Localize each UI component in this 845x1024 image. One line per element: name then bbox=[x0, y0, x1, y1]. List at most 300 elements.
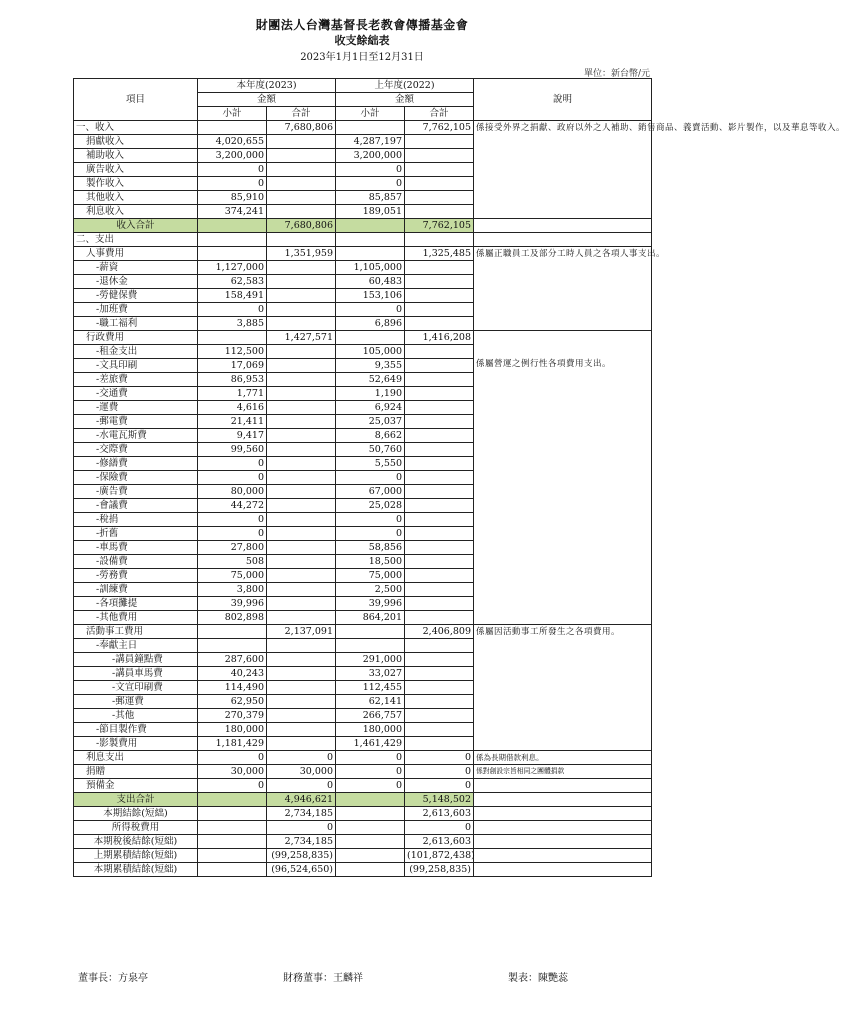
note-empty bbox=[474, 835, 652, 849]
currency-unit: 單位：新台幣/元 bbox=[583, 69, 650, 79]
table-row-total bbox=[74, 219, 652, 233]
cell-total-current bbox=[267, 611, 336, 625]
cell-subtotal-current: 86,953 bbox=[198, 373, 267, 387]
cell-total-current bbox=[267, 429, 336, 443]
header-row bbox=[74, 79, 652, 93]
row-label: -奉獻主日 bbox=[74, 639, 198, 653]
note-admin: 係屬營運之例行性各項費用支出。 bbox=[474, 331, 652, 625]
row-label: -節目製作費 bbox=[74, 723, 198, 737]
cell-total-previous bbox=[405, 233, 474, 247]
cell-subtotal-previous: 180,000 bbox=[336, 723, 405, 737]
cell-total-current bbox=[267, 471, 336, 485]
row-label: 行政費用 bbox=[74, 331, 198, 345]
cell-subtotal-current: 1,181,429 bbox=[198, 737, 267, 751]
row-label: 支出合計 bbox=[74, 793, 198, 807]
cell-subtotal-previous: 67,000 bbox=[336, 485, 405, 499]
cell-total-current bbox=[267, 345, 336, 359]
cell-total-current bbox=[267, 177, 336, 191]
cell-subtotal-previous: 25,037 bbox=[336, 415, 405, 429]
table-row bbox=[74, 121, 652, 135]
header-total: 合計 bbox=[267, 107, 336, 121]
row-label: -車馬費 bbox=[74, 541, 198, 555]
cell-subtotal-current bbox=[198, 835, 267, 849]
cell-total-current bbox=[267, 415, 336, 429]
note-income: 係接受外界之捐獻、政府以外之人補助、銷售商品、義賣活動、影片製作，以及華息等收入。 bbox=[474, 121, 652, 219]
cell-total-previous bbox=[405, 373, 474, 387]
cell-subtotal-current: 44,272 bbox=[198, 499, 267, 513]
row-label: 預備金 bbox=[74, 779, 198, 793]
note-empty bbox=[474, 863, 652, 877]
row-label: 補助收入 bbox=[74, 149, 198, 163]
cell-subtotal-current: 0 bbox=[198, 513, 267, 527]
row-label: -勞務費 bbox=[74, 569, 198, 583]
cell-total-previous bbox=[405, 429, 474, 443]
row-label: -講員鐘點費 bbox=[74, 653, 198, 667]
cell-total-current: 1,351,959 bbox=[267, 247, 336, 261]
cell-total-current bbox=[267, 541, 336, 555]
row-label: -差旅費 bbox=[74, 373, 198, 387]
row-label: 捐贈 bbox=[74, 765, 198, 779]
cell-subtotal-current: 270,379 bbox=[198, 709, 267, 723]
cell-subtotal-current: 0 bbox=[198, 177, 267, 191]
table-row bbox=[74, 779, 652, 793]
cell-subtotal-current: 21,411 bbox=[198, 415, 267, 429]
row-label: 收入合計 bbox=[74, 219, 198, 233]
cell-total-current bbox=[267, 205, 336, 219]
cell-total-current bbox=[267, 275, 336, 289]
row-label: 本期累積結餘(短絀) bbox=[74, 863, 198, 877]
cell-total-current: 0 bbox=[267, 751, 336, 765]
cell-subtotal-previous: 6,896 bbox=[336, 317, 405, 331]
cell-subtotal-previous: 0 bbox=[336, 163, 405, 177]
cell-total-current: 2,734,185 bbox=[267, 807, 336, 821]
cell-subtotal-previous: 0 bbox=[336, 471, 405, 485]
table-row bbox=[74, 807, 652, 821]
note-empty bbox=[474, 807, 652, 821]
org-title: 財團法人台灣基督長老教會傳播基金會 bbox=[255, 18, 469, 32]
cell-subtotal-current: 40,243 bbox=[198, 667, 267, 681]
table-row bbox=[74, 625, 652, 639]
row-label: -設備費 bbox=[74, 555, 198, 569]
cell-subtotal-previous: 85,857 bbox=[336, 191, 405, 205]
header-subtotal: 小計 bbox=[336, 107, 405, 121]
cell-total-previous bbox=[405, 695, 474, 709]
cell-subtotal-current: 112,500 bbox=[198, 345, 267, 359]
cell-subtotal-previous bbox=[336, 807, 405, 821]
table-row bbox=[74, 247, 652, 261]
cell-subtotal-current bbox=[198, 625, 267, 639]
cell-subtotal-previous: 1,190 bbox=[336, 387, 405, 401]
table-row bbox=[74, 331, 652, 345]
cell-subtotal-previous bbox=[336, 121, 405, 135]
row-label: -其他費用 bbox=[74, 611, 198, 625]
row-label: -交通費 bbox=[74, 387, 198, 401]
cell-subtotal-previous: 18,500 bbox=[336, 555, 405, 569]
cell-total-previous bbox=[405, 471, 474, 485]
cell-total-previous bbox=[405, 499, 474, 513]
cell-total-previous bbox=[405, 527, 474, 541]
cell-subtotal-current bbox=[198, 233, 267, 247]
cell-total-previous bbox=[405, 149, 474, 163]
cell-total-previous bbox=[405, 205, 474, 219]
row-label: 廣告收入 bbox=[74, 163, 198, 177]
cell-total-current bbox=[267, 135, 336, 149]
cell-total-previous: 7,762,105 bbox=[405, 121, 474, 135]
cell-total-previous: 0 bbox=[405, 751, 474, 765]
cell-total-previous: (101,872,438) bbox=[405, 849, 474, 863]
cell-subtotal-current: 9,417 bbox=[198, 429, 267, 443]
cell-total-previous: (99,258,835) bbox=[405, 863, 474, 877]
cell-total-previous bbox=[405, 317, 474, 331]
cell-total-previous bbox=[405, 597, 474, 611]
cell-total-previous: 0 bbox=[405, 821, 474, 835]
cell-total-previous: 2,406,809 bbox=[405, 625, 474, 639]
cell-subtotal-current bbox=[198, 863, 267, 877]
row-label: -訓練費 bbox=[74, 583, 198, 597]
table-row bbox=[74, 835, 652, 849]
cell-subtotal-previous: 0 bbox=[336, 513, 405, 527]
cell-total-previous: 5,148,502 bbox=[405, 793, 474, 807]
cell-subtotal-current: 374,241 bbox=[198, 205, 267, 219]
cell-subtotal-previous: 0 bbox=[336, 751, 405, 765]
cell-subtotal-current: 62,583 bbox=[198, 275, 267, 289]
cell-total-previous bbox=[405, 485, 474, 499]
cell-total-previous: 1,416,208 bbox=[405, 331, 474, 345]
row-label: -折舊 bbox=[74, 527, 198, 541]
report-title: 收支餘絀表 bbox=[334, 34, 390, 47]
header-year-previous: 上年度(2022) bbox=[336, 79, 474, 93]
cell-total-current bbox=[267, 485, 336, 499]
table-row bbox=[74, 765, 652, 779]
signature-finance: 財務董事：王麟祥 bbox=[283, 973, 363, 984]
note-empty bbox=[474, 219, 652, 233]
cell-total-current bbox=[267, 191, 336, 205]
cell-subtotal-current: 0 bbox=[198, 471, 267, 485]
header-amount: 金額 bbox=[336, 93, 474, 107]
cell-subtotal-previous: 8,662 bbox=[336, 429, 405, 443]
cell-total-previous bbox=[405, 443, 474, 457]
cell-subtotal-current bbox=[198, 807, 267, 821]
row-label: -講員車馬費 bbox=[74, 667, 198, 681]
row-label: 本期稅後結餘(短絀) bbox=[74, 835, 198, 849]
cell-subtotal-current bbox=[198, 247, 267, 261]
cell-total-previous bbox=[405, 709, 474, 723]
cell-total-previous bbox=[405, 611, 474, 625]
cell-subtotal-current: 508 bbox=[198, 555, 267, 569]
cell-subtotal-current: 80,000 bbox=[198, 485, 267, 499]
cell-total-current: 30,000 bbox=[267, 765, 336, 779]
cell-total-previous bbox=[405, 275, 474, 289]
cell-subtotal-previous: 0 bbox=[336, 303, 405, 317]
cell-subtotal-previous: 33,027 bbox=[336, 667, 405, 681]
cell-total-previous bbox=[405, 667, 474, 681]
cell-subtotal-current: 0 bbox=[198, 163, 267, 177]
cell-total-current bbox=[267, 443, 336, 457]
cell-subtotal-current: 62,950 bbox=[198, 695, 267, 709]
cell-total-previous bbox=[405, 513, 474, 527]
cell-subtotal-current: 30,000 bbox=[198, 765, 267, 779]
row-label: 捐獻收入 bbox=[74, 135, 198, 149]
cell-subtotal-previous: 0 bbox=[336, 779, 405, 793]
row-label: -薪資 bbox=[74, 261, 198, 275]
cell-total-current bbox=[267, 261, 336, 275]
cell-total-current bbox=[267, 681, 336, 695]
table-row-total bbox=[74, 793, 652, 807]
header-note: 說明 bbox=[474, 79, 652, 121]
income-statement-table bbox=[73, 78, 845, 877]
note-personnel: 係屬正職員工及部分工時人員之各項人事支出。 bbox=[474, 247, 652, 331]
cell-total-current: (96,524,650) bbox=[267, 863, 336, 877]
cell-subtotal-previous: 58,856 bbox=[336, 541, 405, 555]
header-item: 項目 bbox=[74, 79, 198, 121]
note-donation: 係對創設宗旨相同之團體捐款 bbox=[474, 765, 652, 779]
cell-subtotal-previous: 62,141 bbox=[336, 695, 405, 709]
cell-subtotal-previous bbox=[336, 247, 405, 261]
row-label: -勞健保費 bbox=[74, 289, 198, 303]
cell-subtotal-previous bbox=[336, 849, 405, 863]
cell-total-current bbox=[267, 387, 336, 401]
row-label: -文宣印刷費 bbox=[74, 681, 198, 695]
cell-subtotal-previous: 189,051 bbox=[336, 205, 405, 219]
cell-subtotal-current bbox=[198, 121, 267, 135]
cell-total-current bbox=[267, 303, 336, 317]
cell-total-current bbox=[267, 373, 336, 387]
cell-total-previous bbox=[405, 681, 474, 695]
row-label: -運費 bbox=[74, 401, 198, 415]
cell-subtotal-current bbox=[198, 849, 267, 863]
cell-subtotal-current: 0 bbox=[198, 751, 267, 765]
cell-subtotal-previous bbox=[336, 835, 405, 849]
cell-subtotal-previous: 4,287,197 bbox=[336, 135, 405, 149]
cell-subtotal-previous: 153,106 bbox=[336, 289, 405, 303]
cell-subtotal-current bbox=[198, 639, 267, 653]
note-empty bbox=[474, 821, 652, 835]
cell-subtotal-current: 0 bbox=[198, 303, 267, 317]
cell-total-previous bbox=[405, 289, 474, 303]
cell-subtotal-previous: 6,924 bbox=[336, 401, 405, 415]
row-label: 所得稅費用 bbox=[74, 821, 198, 835]
row-label: 上期累積結餘(短絀) bbox=[74, 849, 198, 863]
cell-subtotal-current bbox=[198, 331, 267, 345]
cell-total-current: 2,137,091 bbox=[267, 625, 336, 639]
row-label: -保險費 bbox=[74, 471, 198, 485]
row-label: -郵運費 bbox=[74, 695, 198, 709]
row-label: -加班費 bbox=[74, 303, 198, 317]
cell-total-previous bbox=[405, 415, 474, 429]
cell-total-current bbox=[267, 527, 336, 541]
cell-subtotal-current: 0 bbox=[198, 527, 267, 541]
cell-total-current: 4,946,621 bbox=[267, 793, 336, 807]
cell-total-previous: 0 bbox=[405, 779, 474, 793]
cell-total-previous bbox=[405, 555, 474, 569]
header-year-current: 本年度(2023) bbox=[198, 79, 336, 93]
cell-subtotal-current: 114,490 bbox=[198, 681, 267, 695]
cell-subtotal-previous: 52,649 bbox=[336, 373, 405, 387]
row-label: -交際費 bbox=[74, 443, 198, 457]
cell-subtotal-current: 3,885 bbox=[198, 317, 267, 331]
cell-total-current bbox=[267, 569, 336, 583]
cell-subtotal-previous bbox=[336, 625, 405, 639]
row-label: 活動事工費用 bbox=[74, 625, 198, 639]
cell-subtotal-previous bbox=[336, 233, 405, 247]
cell-subtotal-current: 0 bbox=[198, 457, 267, 471]
cell-subtotal-previous: 112,455 bbox=[336, 681, 405, 695]
cell-subtotal-previous: 3,200,000 bbox=[336, 149, 405, 163]
cell-total-current bbox=[267, 513, 336, 527]
cell-total-previous bbox=[405, 569, 474, 583]
cell-subtotal-current: 802,898 bbox=[198, 611, 267, 625]
cell-subtotal-current: 180,000 bbox=[198, 723, 267, 737]
cell-total-previous bbox=[405, 191, 474, 205]
cell-total-current: 7,680,806 bbox=[267, 219, 336, 233]
cell-subtotal-previous: 39,996 bbox=[336, 597, 405, 611]
cell-subtotal-current: 39,996 bbox=[198, 597, 267, 611]
cell-total-previous: 7,762,105 bbox=[405, 219, 474, 233]
cell-total-previous: 1,325,485 bbox=[405, 247, 474, 261]
row-label: -各項攤提 bbox=[74, 597, 198, 611]
cell-subtotal-previous: 9,355 bbox=[336, 359, 405, 373]
cell-subtotal-current bbox=[198, 821, 267, 835]
cell-total-current bbox=[267, 709, 336, 723]
cell-subtotal-current: 3,200,000 bbox=[198, 149, 267, 163]
cell-total-previous: 0 bbox=[405, 765, 474, 779]
cell-subtotal-current: 17,069 bbox=[198, 359, 267, 373]
cell-total-previous bbox=[405, 457, 474, 471]
cell-total-current bbox=[267, 555, 336, 569]
cell-total-current bbox=[267, 457, 336, 471]
row-label: 本期結餘(短絀) bbox=[74, 807, 198, 821]
cell-subtotal-previous bbox=[336, 639, 405, 653]
cell-subtotal-current: 0 bbox=[198, 779, 267, 793]
cell-total-current bbox=[267, 289, 336, 303]
cell-total-previous bbox=[405, 303, 474, 317]
cell-subtotal-previous: 0 bbox=[336, 527, 405, 541]
cell-total-previous bbox=[405, 401, 474, 415]
cell-total-previous: 2,613,603 bbox=[405, 807, 474, 821]
cell-total-previous bbox=[405, 345, 474, 359]
cell-total-current bbox=[267, 317, 336, 331]
cell-subtotal-current: 158,491 bbox=[198, 289, 267, 303]
cell-subtotal-current bbox=[198, 793, 267, 807]
note-empty bbox=[474, 233, 652, 247]
cell-total-previous bbox=[405, 723, 474, 737]
cell-subtotal-current: 75,000 bbox=[198, 569, 267, 583]
cell-total-previous bbox=[405, 737, 474, 751]
note-activity: 係屬因活動事工所發生之各項費用。 bbox=[474, 625, 652, 751]
cell-total-current bbox=[267, 583, 336, 597]
cell-subtotal-current: 1,771 bbox=[198, 387, 267, 401]
cell-total-current bbox=[267, 639, 336, 653]
cell-total-previous bbox=[405, 177, 474, 191]
cell-subtotal-previous: 25,028 bbox=[336, 499, 405, 513]
cell-total-previous bbox=[405, 639, 474, 653]
cell-subtotal-previous: 5,550 bbox=[336, 457, 405, 471]
signature-chair: 董事長：方泉亭 bbox=[78, 973, 148, 984]
header-amount: 金額 bbox=[198, 93, 336, 107]
cell-subtotal-current: 4,020,655 bbox=[198, 135, 267, 149]
cell-total-previous bbox=[405, 359, 474, 373]
row-label: 其他收入 bbox=[74, 191, 198, 205]
table-row bbox=[74, 751, 652, 765]
cell-subtotal-previous: 291,000 bbox=[336, 653, 405, 667]
cell-subtotal-current: 287,600 bbox=[198, 653, 267, 667]
cell-total-previous bbox=[405, 261, 474, 275]
row-label: -稅捐 bbox=[74, 513, 198, 527]
cell-total-current: 0 bbox=[267, 779, 336, 793]
cell-subtotal-previous bbox=[336, 219, 405, 233]
cell-subtotal-previous: 2,500 bbox=[336, 583, 405, 597]
row-label: 利息支出 bbox=[74, 751, 198, 765]
cell-subtotal-previous: 864,201 bbox=[336, 611, 405, 625]
row-label: 製作收入 bbox=[74, 177, 198, 191]
row-label: 利息收入 bbox=[74, 205, 198, 219]
cell-total-current bbox=[267, 737, 336, 751]
row-label: -郵電費 bbox=[74, 415, 198, 429]
row-label: 人事費用 bbox=[74, 247, 198, 261]
cell-total-current: 1,427,571 bbox=[267, 331, 336, 345]
cell-subtotal-current: 85,910 bbox=[198, 191, 267, 205]
row-label: -修繕費 bbox=[74, 457, 198, 471]
cell-total-previous bbox=[405, 163, 474, 177]
cell-subtotal-current bbox=[198, 219, 267, 233]
note-empty bbox=[474, 793, 652, 807]
cell-subtotal-previous: 0 bbox=[336, 765, 405, 779]
cell-total-current bbox=[267, 723, 336, 737]
cell-subtotal-previous: 105,000 bbox=[336, 345, 405, 359]
cell-subtotal-previous: 50,760 bbox=[336, 443, 405, 457]
row-label: -廣告費 bbox=[74, 485, 198, 499]
cell-total-current: 7,680,806 bbox=[267, 121, 336, 135]
cell-subtotal-previous: 266,757 bbox=[336, 709, 405, 723]
cell-subtotal-current: 1,127,000 bbox=[198, 261, 267, 275]
table-row bbox=[74, 863, 652, 877]
header-total: 合計 bbox=[405, 107, 474, 121]
cell-total-current bbox=[267, 499, 336, 513]
cell-total-previous bbox=[405, 135, 474, 149]
cell-total-current bbox=[267, 149, 336, 163]
cell-subtotal-previous: 60,483 bbox=[336, 275, 405, 289]
row-label: -其他 bbox=[74, 709, 198, 723]
note-empty bbox=[474, 849, 652, 863]
row-label: -水電瓦斯費 bbox=[74, 429, 198, 443]
cell-total-current bbox=[267, 667, 336, 681]
header-subtotal: 小計 bbox=[198, 107, 267, 121]
cell-total-current bbox=[267, 163, 336, 177]
cell-subtotal-previous: 0 bbox=[336, 177, 405, 191]
cell-subtotal-previous bbox=[336, 331, 405, 345]
cell-subtotal-previous: 1,105,000 bbox=[336, 261, 405, 275]
row-label: -租金支出 bbox=[74, 345, 198, 359]
row-label: -職工福利 bbox=[74, 317, 198, 331]
cell-total-current bbox=[267, 653, 336, 667]
cell-total-previous: 2,613,603 bbox=[405, 835, 474, 849]
row-label: -會議費 bbox=[74, 499, 198, 513]
row-label: -退休金 bbox=[74, 275, 198, 289]
cell-subtotal-current: 99,560 bbox=[198, 443, 267, 457]
cell-subtotal-current: 3,800 bbox=[198, 583, 267, 597]
cell-subtotal-previous bbox=[336, 821, 405, 835]
table-row bbox=[74, 849, 652, 863]
cell-total-current: 0 bbox=[267, 821, 336, 835]
note-empty bbox=[474, 779, 652, 793]
row-label: 一、收入 bbox=[74, 121, 198, 135]
cell-subtotal-previous: 1,461,429 bbox=[336, 737, 405, 751]
cell-subtotal-current: 27,800 bbox=[198, 541, 267, 555]
note-interest: 係為長期借款利息。 bbox=[474, 751, 652, 765]
cell-total-current bbox=[267, 233, 336, 247]
row-label: -文具印刷 bbox=[74, 359, 198, 373]
cell-total-current: 2,734,185 bbox=[267, 835, 336, 849]
